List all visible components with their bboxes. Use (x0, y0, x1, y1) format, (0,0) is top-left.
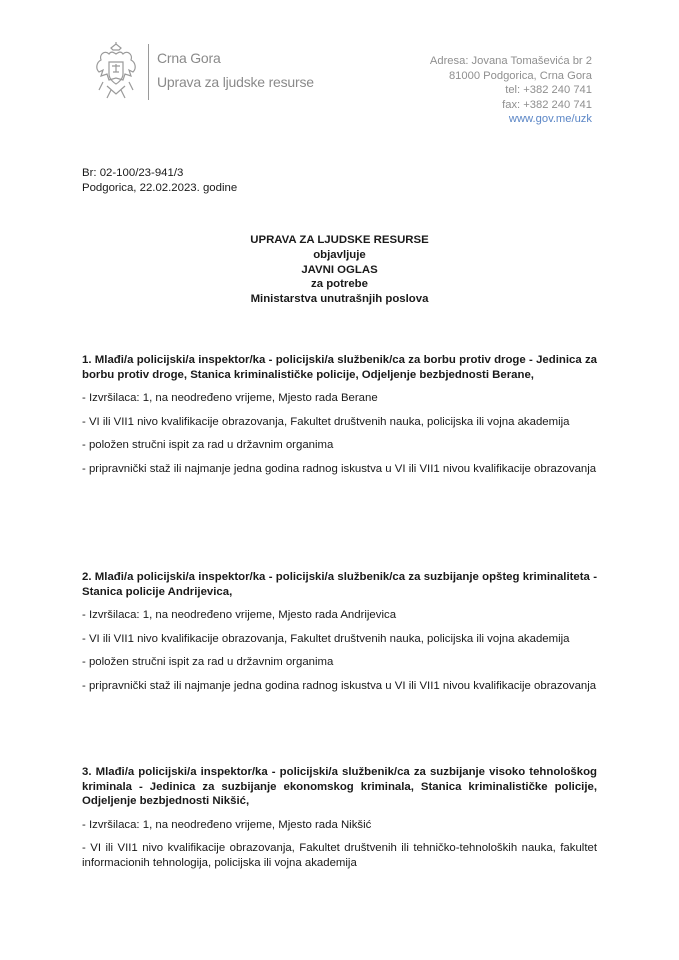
position-section-3 (82, 765, 597, 880)
title-line: JAVNI OGLAS (301, 263, 378, 276)
position-requirement: - Izvršilaca: 1, na neodređeno vrijeme, Mjesto rada Nikšić (82, 818, 372, 831)
position-requirement: - položen stručni ispit za rad u državnim organima (82, 656, 334, 669)
title-line: Ministarstva unutrašnjih poslova (250, 293, 429, 306)
position-requirement: - pripravnički staž ili najmanje jedna godina radnog iskustva u VI ili VII1 nivou kvalifikacije obrazovanja (82, 462, 597, 475)
position-requirement: - Izvršilaca: 1, na neodređeno vrijeme, Mjesto rada Berane (82, 392, 378, 405)
position-section-1 (82, 353, 597, 486)
position-section-2 (82, 570, 597, 703)
position-requirement: - VI ili VII1 nivo kvalifikacije obrazovanja, Fakultet društvenih ili tehničko-tehnoloških nauka, fakultet informacionih tehnologija, policijska ili vojna akademija (82, 842, 597, 869)
reference-block (82, 166, 237, 195)
position-requirement: - položen stručni ispit za rad u državnim organima (82, 439, 334, 452)
announcement-title (82, 233, 597, 307)
position-requirement: - VI ili VII1 nivo kvalifikacije obrazovanja, Fakultet društvenih nauka, policijska ili vojna akademija (82, 632, 570, 645)
header-divider (148, 44, 149, 100)
contact-block (430, 54, 592, 127)
position-heading: 3. Mlađi/a policijski/a inspektor/ka - policijski/a službenik/ca za suzbijanje visoko tehnološkog kriminala - Jedinica za suzbijanje ekonomskog kriminala, Stanica kriminalističke policije, Odjeljenje bezbjednosti Nikšić, (82, 766, 597, 808)
position-requirement: - Izvršilaca: 1, na neodređeno vrijeme, Mjesto rada Andrijevica (82, 609, 397, 622)
org-country: Crna Gora (157, 50, 221, 66)
contact-address: Adresa: Jovana Tomaševića br 2 (429, 55, 592, 67)
position-heading: 1. Mlađi/a policijski/a inspektor/ka - policijski/a službenik/ca za borbu protiv droge - Jedinica za borbu protiv droge, Stanica kriminalističke policije, Odjeljenje bezbjednosti Berane, (82, 354, 597, 381)
contact-fax: fax: +382 240 741 (502, 98, 592, 111)
position-heading: 2. Mlađi/a policijski/a inspektor/ka - policijski/a službenik/ca za suzbijanje opšteg kriminaliteta - Stanica policije Andrijevica, (82, 571, 597, 598)
coat-of-arms-icon (93, 42, 139, 100)
title-line: UPRAVA ZA LJUDSKE RESURSE (250, 234, 429, 246)
contact-city: 81000 Podgorica, Crna Gora (448, 69, 592, 82)
reference-place-date: Podgorica, 22.02.2023. godine (82, 181, 238, 194)
position-requirement: - pripravnički staž ili najmanje jedna godina radnog iskustva u VI ili VII1 nivou kvalifikacije obrazovanja (82, 679, 597, 692)
org-agency: Uprava za ljudske resurse (157, 74, 314, 90)
organization-name (157, 46, 314, 94)
position-requirement: - VI ili VII1 nivo kvalifikacije obrazovanja, Fakultet društvenih nauka, policijska ili vojna akademija (82, 415, 570, 428)
contact-website-link[interactable]: www.gov.me/uzk (508, 113, 592, 125)
title-line: objavljuje (313, 248, 366, 261)
title-line: za potrebe (311, 278, 368, 291)
contact-tel: tel: +382 240 741 (505, 84, 592, 96)
reference-number: Br: 02-100/23-941/3 (82, 167, 184, 179)
